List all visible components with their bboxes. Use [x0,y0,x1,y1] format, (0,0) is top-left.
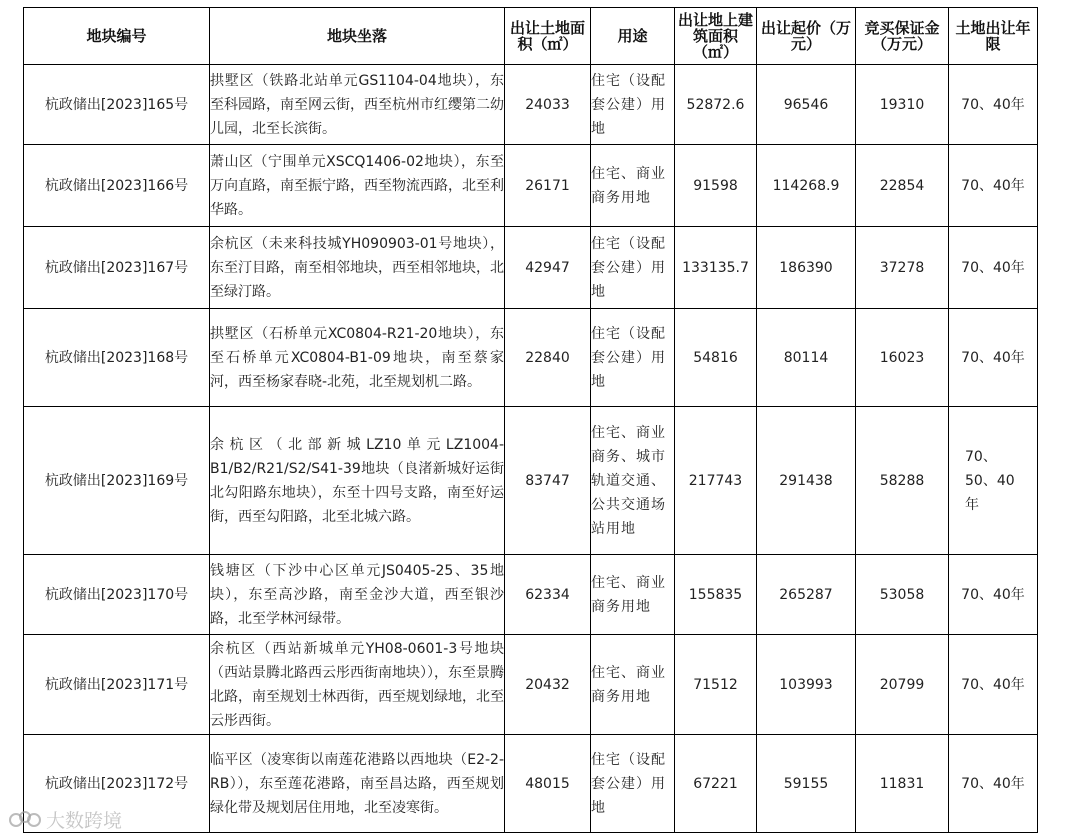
cell-code: 杭政储出[2023]170号 [24,555,210,635]
cell-area: 24033 [505,65,591,145]
cell-term: 70、40年 [949,309,1038,407]
cell-start-price: 96546 [757,65,856,145]
cell-term: 70、40年 [949,145,1038,227]
cell-location: 临平区（凌寒街以南莲花港路以西地块（E2-2-RB）），东至莲花港路，南至昌达路，西至规划绿化带及规划居住用地，北至凌寒街。 [210,735,505,833]
cell-use: 住宅（设配套公建）用地 [591,735,675,833]
header-build-area: 出让地上建筑面积（㎡） [675,8,757,65]
cell-use: 住宅、商业商务、城市轨道交通、公共交通场站用地 [591,407,675,555]
cell-build-area: 71512 [675,635,757,735]
header-deposit: 竞买保证金（万元） [856,8,949,65]
cell-code: 杭政储出[2023]166号 [24,145,210,227]
cell-area: 83747 [505,407,591,555]
cell-start-price: 59155 [757,735,856,833]
cell-term: 70、40年 [949,635,1038,735]
cell-use: 住宅（设配套公建）用地 [591,227,675,309]
cell-build-area: 52872.6 [675,65,757,145]
logo-icon [8,809,42,831]
cell-term: 70、40年 [949,555,1038,635]
table-row [24,735,1038,833]
cell-area: 22840 [505,309,591,407]
cell-area: 42947 [505,227,591,309]
cell-location: 余杭区（未来科技城YH090903-01号地块），东至汀目路，南至相邻地块，西至相邻地块，北至绿汀路。 [210,227,505,309]
cell-area: 20432 [505,635,591,735]
cell-code: 杭政储出[2023]168号 [24,309,210,407]
cell-start-price: 291438 [757,407,856,555]
cell-term: 70、40年 [949,65,1038,145]
cell-deposit: 53058 [856,555,949,635]
table-row [24,635,1038,735]
table-row [24,65,1038,145]
cell-build-area: 67221 [675,735,757,833]
table-row [24,145,1038,227]
header-use: 用途 [591,8,675,65]
cell-use: 住宅（设配套公建）用地 [591,65,675,145]
cell-start-price: 80114 [757,309,856,407]
cell-start-price: 114268.9 [757,145,856,227]
table-row [24,227,1038,309]
cell-code: 杭政储出[2023]172号 [24,735,210,833]
cell-term: 70、40年 [949,735,1038,833]
cell-start-price: 265287 [757,555,856,635]
watermark-text: 大数跨境 [46,810,123,832]
cell-code: 杭政储出[2023]167号 [24,227,210,309]
cell-code: 杭政储出[2023]165号 [24,65,210,145]
cell-area: 62334 [505,555,591,635]
header-location: 地块坐落 [210,8,505,65]
header-term: 土地出让年限 [949,8,1038,65]
watermark [8,806,122,833]
cell-build-area: 155835 [675,555,757,635]
cell-location: 余杭区（北部新城LZ10单元LZ1004-B1/B2/R21/S2/S41-39地块（良渚新城好运街北勾阳路东地块），东至十四号支路，南至好运街，西至勾阳路，北至北城六路。 [210,407,505,555]
cell-location: 钱塘区（下沙中心区单元JS0405-25、35地块），东至高沙路，南至金沙大道，西至银沙路，北至学林河绿带。 [210,555,505,635]
cell-deposit: 58288 [856,407,949,555]
cell-location: 拱墅区（石桥单元XC0804-R21-20地块），东至石桥单元XC0804-B1-09地块，南至蔡家河，西至杨家春晓-北苑，北至规划机二路。 [210,309,505,407]
cell-location: 余杭区（西站新城单元YH08-0601-3号地块（西站景腾北路西云彤西街南地块）），东至景腾北路，南至规划士林西街，西至规划绿地，北至云彤西街。 [210,635,505,735]
cell-code: 杭政储出[2023]171号 [24,635,210,735]
cell-deposit: 19310 [856,65,949,145]
cell-term: 70、40年 [949,227,1038,309]
table-row [24,309,1038,407]
cell-start-price: 186390 [757,227,856,309]
cell-code: 杭政储出[2023]169号 [24,407,210,555]
header-row [24,8,1038,65]
cell-area: 48015 [505,735,591,833]
cell-deposit: 22854 [856,145,949,227]
header-start-price: 出让起价（万元） [757,8,856,65]
cell-build-area: 54816 [675,309,757,407]
cell-term: 70、50、40年 [949,407,1038,555]
cell-build-area: 133135.7 [675,227,757,309]
cell-deposit: 37278 [856,227,949,309]
cell-deposit: 11831 [856,735,949,833]
cell-build-area: 217743 [675,407,757,555]
cell-build-area: 91598 [675,145,757,227]
cell-location: 拱墅区（铁路北站单元GS1104-04地块），东至科园路，南至网云街，西至杭州市红缨第二幼儿园，北至长滨街。 [210,65,505,145]
cell-start-price: 103993 [757,635,856,735]
cell-deposit: 16023 [856,309,949,407]
header-area: 出让土地面积（㎡） [505,8,591,65]
cell-area: 26171 [505,145,591,227]
cell-use: 住宅、商业商务用地 [591,635,675,735]
cell-deposit: 20799 [856,635,949,735]
cell-use: 住宅（设配套公建）用地 [591,309,675,407]
cell-use: 住宅、商业商务用地 [591,555,675,635]
header-code: 地块编号 [24,8,210,65]
table-row [24,407,1038,555]
cell-use: 住宅、商业商务用地 [591,145,675,227]
table-row [24,555,1038,635]
land-auction-table [23,7,1038,833]
cell-location: 萧山区（宁围单元XSCQ1406-02地块），东至万向直路，南至振宁路，西至物流西路，北至利华路。 [210,145,505,227]
